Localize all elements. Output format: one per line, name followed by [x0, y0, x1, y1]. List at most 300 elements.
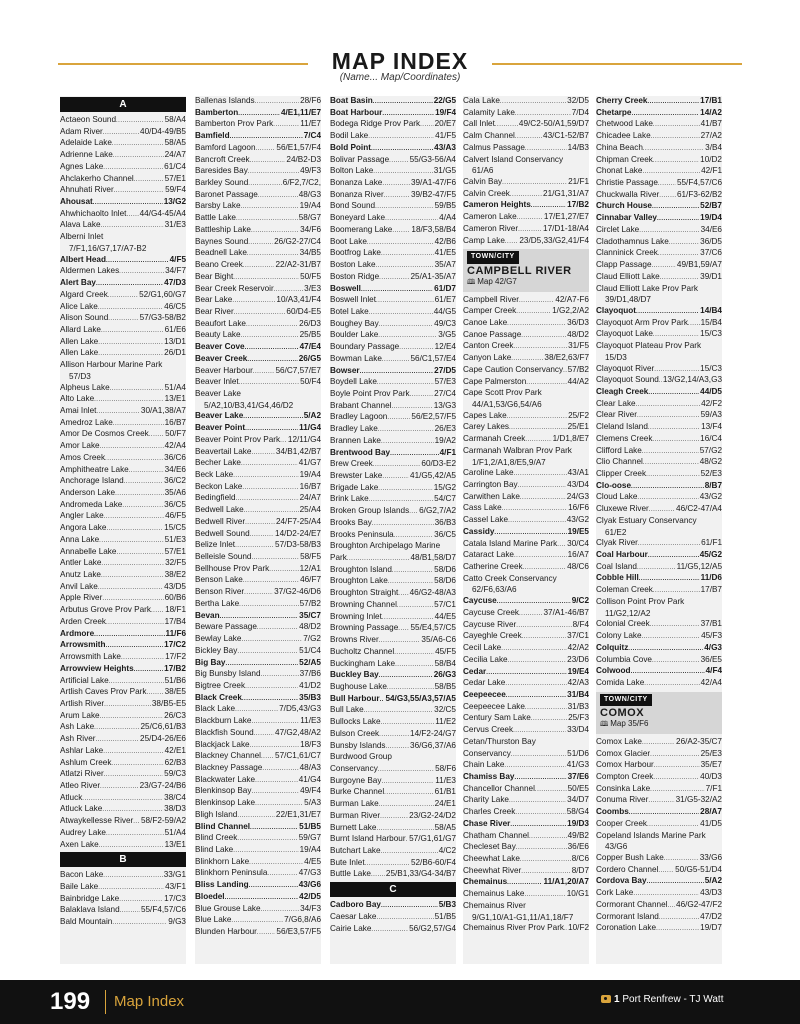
- index-entry: [330, 201, 456, 213]
- entry-name: Caycuse River: [463, 619, 517, 629]
- index-entry: [195, 119, 321, 131]
- entry-leader-dots: [379, 319, 433, 331]
- index-entry: [596, 573, 722, 585]
- entry-coordinates: 17/B7: [700, 585, 722, 595]
- entry-coordinates: 4/C2: [438, 846, 456, 855]
- index-entry: [60, 605, 186, 617]
- entry-leader-dots: [373, 459, 421, 471]
- photo-number: 1: [614, 994, 620, 1005]
- index-entry: [330, 412, 456, 424]
- entry-coordinates: 57/G2: [699, 445, 722, 455]
- entry-coordinates: 51/B6: [164, 675, 186, 685]
- index-entry: [463, 550, 589, 562]
- entry-name: Broughton Straight: [330, 588, 399, 598]
- entry-leader-dots: [509, 422, 567, 434]
- entry-coordinates: 9/G3: [168, 917, 186, 927]
- index-entry: [596, 434, 722, 446]
- entry-coordinates: 43/D3: [700, 888, 722, 898]
- entry-coordinates: 46/F5: [165, 511, 186, 521]
- entry-name: Amor De Cosmos Creek: [60, 429, 149, 439]
- index-entry: [330, 811, 456, 823]
- index-entry: [195, 366, 321, 378]
- entry-coordinates: [320, 389, 321, 401]
- index-entry: [596, 516, 722, 528]
- entry-coordinates: 16/F6: [568, 503, 589, 513]
- entry-leader-dots: [119, 894, 163, 906]
- index-entry: [60, 453, 186, 465]
- entry-coordinates: 26/C3: [164, 710, 186, 720]
- index-entry: [195, 493, 321, 505]
- entry-name: Bowser: [330, 365, 360, 375]
- entry-leader-dots: [656, 923, 699, 935]
- entry-coordinates: 9/C2: [571, 596, 589, 606]
- entry-coordinates: 50/F4: [300, 377, 321, 387]
- entry-name: Ash River: [60, 734, 96, 744]
- entry-coordinates: 12/A1: [299, 563, 321, 573]
- entry-name: Carey Lakes: [463, 422, 509, 432]
- entry-leader-dots: [250, 155, 286, 167]
- entry-leader-dots: [384, 787, 433, 799]
- entry-leader-dots: [113, 418, 164, 430]
- entry-name: Coal Harbour: [596, 550, 648, 560]
- entry-leader-dots: [261, 904, 300, 916]
- entry-leader-dots: [526, 377, 566, 389]
- entry-leader-dots: [557, 539, 566, 551]
- index-entry: [195, 435, 321, 447]
- entry-coordinates: 24/G3: [566, 491, 589, 501]
- entry-name: Alice Lake: [60, 301, 98, 311]
- entry-leader-dots: [261, 669, 299, 681]
- entry-name: Bedwell Sound: [195, 528, 250, 538]
- entry-name: Cassidy: [463, 526, 495, 536]
- entry-name: Boswell Inlet: [330, 295, 376, 305]
- entry-leader-dots: [113, 150, 164, 162]
- entry-coordinates: 4/E1,11/E7: [280, 107, 321, 117]
- entry-coordinates: 26/D1: [164, 348, 186, 358]
- entry-leader-dots: [381, 776, 434, 788]
- entry-name: Blinkhorn Peninsula: [195, 868, 268, 878]
- entry-coordinates: 25/E1: [567, 422, 589, 432]
- index-entry: [596, 585, 722, 597]
- town-city-label: TOWN/CITY: [600, 694, 652, 707]
- entry-coordinates: 25/B5: [299, 330, 321, 340]
- entry-coordinates: 36/C5: [434, 529, 456, 539]
- index-entry: [596, 666, 722, 678]
- entry-leader-dots: [255, 798, 303, 810]
- entry-leader-dots: [514, 468, 567, 480]
- entry-leader-dots: [103, 162, 163, 174]
- entry-name: Albert Head: [60, 254, 106, 264]
- index-entry: [60, 162, 186, 174]
- entry-leader-dots: [378, 424, 434, 436]
- entry-leader-dots: [515, 131, 542, 143]
- index-entry: [195, 669, 321, 681]
- entry-name: Beaver Lake: [195, 411, 244, 421]
- entry-coordinates: 23/D6: [567, 654, 589, 664]
- entry-coordinates: 8/C6: [571, 854, 589, 863]
- entry-name: Bradley Lake: [330, 424, 378, 434]
- entry-coordinates: 43/A3: [434, 142, 456, 152]
- entry-coordinates: 50/F7: [165, 429, 186, 439]
- entry-name: Chetwood Lake: [596, 119, 653, 129]
- entry-coordinates: 49/C2-50/A1,59/D7: [518, 119, 589, 129]
- entry-leader-dots: [643, 457, 699, 469]
- entry-name: Barkley Sound: [195, 178, 249, 188]
- entry-name: Canton Creek: [463, 341, 514, 351]
- entry-leader-dots: [636, 306, 699, 318]
- index-entry: [195, 131, 321, 143]
- entry-coordinates: 35/E7: [700, 760, 722, 770]
- entry-name: Coleman Creek: [596, 585, 653, 595]
- entry-leader-dots: [242, 693, 298, 705]
- entry-coordinates: 51/B5: [299, 821, 321, 831]
- index-entry: [596, 260, 722, 272]
- entry-leader-dots: [249, 880, 298, 892]
- entry-name: Bamberton: [195, 107, 239, 117]
- entry-coordinates: 3/B4: [705, 142, 722, 152]
- entry-name: Ceepeecee: [463, 689, 506, 699]
- entry-leader-dots: [380, 811, 408, 823]
- index-entry: [463, 655, 589, 667]
- entry-leader-dots: [257, 927, 275, 939]
- index-entry: [60, 711, 186, 723]
- entry-leader-dots: [232, 295, 275, 307]
- index-entry: [330, 924, 456, 936]
- entry-leader-dots: [642, 446, 699, 458]
- entry-leader-dots: [250, 822, 298, 834]
- index-entry: [195, 225, 321, 237]
- entry-name: Clanninick Creek: [596, 248, 658, 258]
- entry-leader-dots: [642, 166, 700, 178]
- entry-name: Cobble Hill: [596, 573, 639, 583]
- entry-coordinates: 33/G1: [163, 870, 186, 880]
- entry-leader-dots: [653, 329, 699, 341]
- entry-leader-dots: [636, 399, 700, 411]
- index-entry: [330, 190, 456, 202]
- index-entry: [60, 535, 186, 547]
- entry-coordinates: 18/F3,58/B4: [411, 224, 456, 234]
- entry-name: Broughton Archipelago Marine: [330, 541, 441, 551]
- entry-name: Chamiss Bay: [463, 771, 515, 781]
- entry-leader-dots: [628, 643, 703, 655]
- entry-name: Cormorant Channel: [596, 899, 668, 909]
- index-entry: [60, 816, 186, 828]
- entry-leader-dots: [649, 504, 675, 516]
- entry-coordinates-continued: 7/F1,16/G7,17/A7-B2: [69, 243, 147, 253]
- entry-leader-dots: [246, 319, 298, 331]
- entry-coordinates: 26/E3: [434, 424, 456, 434]
- map-book-icon: 🕮: [467, 278, 478, 286]
- entry-leader-dots: [369, 307, 433, 319]
- index-entry: [330, 377, 456, 389]
- index-entry: [330, 530, 456, 542]
- entry-coordinates: 42/F1: [701, 166, 722, 176]
- entry-name: Brew Creek: [330, 459, 373, 469]
- entry-name: Angler Lake: [60, 511, 104, 521]
- entry-name: Cetan/Thurston Bay: [463, 736, 536, 746]
- index-entry: [60, 664, 186, 676]
- entry-name: Colonial Creek: [596, 619, 650, 629]
- entry-leader-dots: [375, 201, 434, 213]
- index-entry: [195, 810, 321, 822]
- index-entry: [596, 248, 722, 260]
- entry-name: Bamford Lagoon: [195, 142, 256, 152]
- entry-name: Circlet Lake: [596, 224, 640, 234]
- entry-name: Comox Glacier: [596, 748, 651, 758]
- entry-leader-dots: [99, 535, 163, 547]
- entry-leader-dots: [646, 469, 700, 481]
- index-entry: [60, 266, 186, 278]
- index-entry: [330, 319, 456, 331]
- entry-coordinates: 36/B3: [434, 517, 456, 527]
- entry-leader-dots: [391, 401, 432, 413]
- entry-name: Cooper Creek: [596, 818, 647, 828]
- entry-leader-dots: [392, 225, 410, 237]
- entry-name: Bedingfield: [195, 493, 236, 503]
- entry-name: Bedwell Lake: [195, 505, 244, 515]
- entry-name: Bullocks Lake: [330, 717, 381, 727]
- entry-leader-dots: [398, 623, 409, 635]
- index-entry: [195, 634, 321, 646]
- entry-leader-dots: [237, 646, 298, 658]
- entry-leader-dots: [658, 865, 674, 877]
- entry-coordinates: 3/E3: [304, 283, 321, 293]
- entry-name: Buckley Bay: [330, 670, 379, 680]
- entry-name: Battle Lake: [195, 213, 236, 223]
- entry-coordinates: 57/E1: [164, 546, 186, 556]
- entry-leader-dots: [392, 565, 433, 577]
- index-entry: [195, 143, 321, 155]
- entry-name: Beware Passage: [195, 622, 257, 632]
- entry-leader-dots: [235, 540, 274, 552]
- entry-name: Bacon Lake: [60, 870, 104, 880]
- index-entry: [60, 804, 186, 816]
- entry-coordinates: 51/B5: [434, 911, 456, 921]
- index-entry: [596, 819, 722, 831]
- entry-coordinates: 17/B1: [700, 96, 722, 105]
- entry-leader-dots: [387, 682, 434, 694]
- entry-name: Blunden Harbour: [195, 927, 257, 937]
- entry-coordinates: 46/G2-48/A3: [409, 588, 456, 598]
- entry-coordinates: 42/A3: [567, 678, 589, 688]
- entry-name: Coronation Lake: [596, 923, 657, 933]
- entry-coordinates: 43/F1: [165, 882, 186, 891]
- entry-name: Clipper Creek: [596, 469, 647, 478]
- index-entry: [195, 868, 321, 880]
- index-entry: [60, 905, 186, 917]
- entry-coordinates-continued: 61/A6: [472, 166, 494, 176]
- entry-leader-dots: [108, 290, 138, 302]
- entry-leader-dots: [280, 435, 287, 447]
- index-entry: [596, 807, 722, 819]
- index-entry: [60, 278, 186, 290]
- index-entry: [330, 799, 456, 811]
- entry-leader-dots: [99, 840, 164, 852]
- index-entry: [195, 529, 321, 541]
- entry-coordinates: 44/D5: [700, 386, 722, 396]
- entry-leader-dots: [369, 494, 433, 506]
- entry-leader-dots: [243, 575, 299, 587]
- entry-name: Beaufort Lake: [195, 318, 246, 328]
- entry-leader-dots: [507, 411, 567, 423]
- entry-name: Clear River: [596, 410, 637, 420]
- entry-name: Ardmore: [60, 628, 95, 638]
- index-entry: [195, 622, 321, 634]
- index-entry: [60, 882, 186, 894]
- entry-name: Catala Island Marine Park: [463, 538, 558, 548]
- index-entry: [60, 793, 186, 805]
- index-entry: [596, 341, 722, 353]
- entry-leader-dots: [256, 143, 276, 155]
- entry-name: Adrienne Lake: [60, 150, 113, 160]
- entry-name: Calvin Creek: [463, 188, 510, 198]
- entry-name: Amor Lake: [60, 441, 100, 451]
- entry-name: Cayeghle Creek: [463, 631, 522, 641]
- entry-name: Axen Lake: [60, 839, 99, 849]
- entry-coordinates: 25/F3: [568, 713, 589, 723]
- entry-leader-dots: [96, 278, 163, 290]
- index-entry: [596, 143, 722, 155]
- index-entry: [463, 574, 589, 586]
- index-entry: [463, 131, 589, 143]
- index-entry: [596, 213, 722, 225]
- index-entry: [195, 716, 321, 728]
- entry-coordinates: 61/E7: [434, 295, 456, 305]
- index-entry: [463, 854, 589, 866]
- town-city-map-ref: [467, 277, 585, 289]
- entry-coordinates: 55/F4,57/C6: [140, 905, 186, 915]
- entry-leader-dots: [368, 131, 434, 143]
- entry-coordinates: [588, 388, 589, 400]
- index-entry: [195, 540, 321, 552]
- page-subtitle: (Name... Map/Coordinates): [339, 72, 461, 83]
- entry-leader-dots: [258, 190, 298, 202]
- index-entry: [463, 749, 589, 761]
- entry-leader-dots: [652, 260, 676, 272]
- entry-leader-dots: [373, 166, 432, 178]
- entry-name: Anchorage Island: [60, 476, 124, 486]
- entry-coordinates: 55/G3-56/A4: [409, 154, 456, 164]
- entry-leader-dots: [508, 655, 567, 667]
- entry-name: Bear Lake: [195, 295, 233, 305]
- entry-name: Beano Creek: [195, 260, 243, 270]
- entry-coordinates: 37/G2-46/D6: [274, 587, 321, 597]
- entry-leader-dots: [245, 423, 298, 435]
- entry-coordinates: 52/A5: [299, 657, 321, 667]
- entry-coordinates: 1/G2,2/A2: [552, 306, 589, 316]
- index-entry: [463, 515, 589, 527]
- entry-leader-dots: [637, 410, 700, 422]
- entry-leader-dots: [654, 364, 699, 376]
- index-entry: [596, 284, 722, 296]
- entry-name: Baile Lake: [60, 882, 99, 891]
- index-entry: [596, 865, 722, 877]
- entry-leader-dots: [114, 185, 164, 197]
- entry-coordinates: [588, 155, 589, 167]
- entry-name: Brink Lake: [330, 494, 369, 504]
- index-entry: [330, 600, 456, 612]
- index-entry: [330, 155, 456, 167]
- entry-name: Cork Lake: [596, 888, 634, 898]
- entry-name: Amedroz Lake: [60, 417, 113, 427]
- entry-name: Arrowview Heights: [60, 663, 134, 673]
- index-entry: [463, 725, 589, 737]
- entry-coordinates: 41/D5: [700, 818, 722, 828]
- entry-leader-dots: [236, 493, 299, 505]
- entry-coordinates: 8/D7: [571, 865, 589, 875]
- entry-name: Angora Lake: [60, 523, 107, 533]
- entry-leader-dots: [382, 178, 410, 190]
- entry-name: Cloud Lake: [596, 492, 638, 502]
- entry-coordinates: 57/D3-58/B3: [275, 540, 321, 550]
- index-entry: [596, 225, 722, 237]
- entry-name: Broughton Island: [330, 564, 392, 574]
- index-entry: [463, 377, 589, 389]
- index-entry: [195, 693, 321, 705]
- page-number: 199: [50, 988, 91, 1015]
- entry-name: Arum Lake: [60, 710, 100, 720]
- entry-leader-dots: [82, 793, 163, 805]
- entry-coordinates: 15/C3: [700, 363, 722, 373]
- index-entry: [596, 166, 722, 178]
- entry-name: Arden Creek: [60, 616, 106, 626]
- entry-name: Bunsby Islands: [330, 740, 386, 750]
- entry-coordinates: 43/D5: [164, 581, 186, 591]
- index-entry: [330, 96, 456, 108]
- entry-name: Collison Point Prov Park: [596, 596, 685, 606]
- entry-name: Atwaykellesse River: [60, 816, 134, 826]
- index-entry: [60, 617, 186, 629]
- entry-leader-dots: [245, 342, 299, 354]
- index-entry: [330, 494, 456, 506]
- index-entry: [60, 652, 186, 664]
- entry-name: Belize Inlet: [195, 540, 236, 550]
- entry-leader-dots: [376, 823, 433, 835]
- entry-coordinates: 15/C5: [164, 523, 186, 533]
- index-entry: [463, 527, 589, 539]
- entry-leader-dots: [647, 876, 704, 888]
- entry-name: Boswell: [330, 283, 361, 293]
- index-entry: [463, 608, 589, 620]
- entry-leader-dots: [243, 260, 275, 272]
- entry-name: Blinkhorn Lake: [195, 856, 250, 866]
- entry-name: Buttle Lake: [330, 869, 371, 879]
- entry-coordinates: 11/G5,12/A5: [676, 561, 722, 571]
- entry-name: Blind Lake: [195, 845, 234, 854]
- entry-leader-dots: [657, 213, 699, 225]
- entry-name: Caycuse: [463, 596, 497, 606]
- entry-name: Boat Basin: [330, 96, 373, 105]
- entry-leader-dots: [631, 481, 704, 493]
- entry-name: Bear Bight: [195, 271, 234, 281]
- entry-coordinates: 18/F1: [165, 605, 186, 615]
- entry-leader-dots: [254, 728, 274, 740]
- entry-coordinates: [721, 284, 722, 296]
- entry-name: Boston Lake: [330, 260, 376, 270]
- entry-leader-dots: [652, 434, 699, 446]
- index-entry: [195, 857, 321, 869]
- entry-name: Brabant Channel: [330, 400, 392, 410]
- entry-leader-dots: [379, 272, 409, 284]
- index-entry: [330, 635, 456, 647]
- entry-coordinates: 35/B3: [299, 692, 321, 702]
- index-entry: [596, 329, 722, 341]
- entry-name: Charity Lake: [463, 795, 509, 805]
- entry-coordinates: 46/F7: [300, 575, 321, 585]
- index-entry: [195, 599, 321, 611]
- entry-name: Cherry Creek: [596, 96, 648, 105]
- entry-name: Camp Lake: [463, 235, 505, 245]
